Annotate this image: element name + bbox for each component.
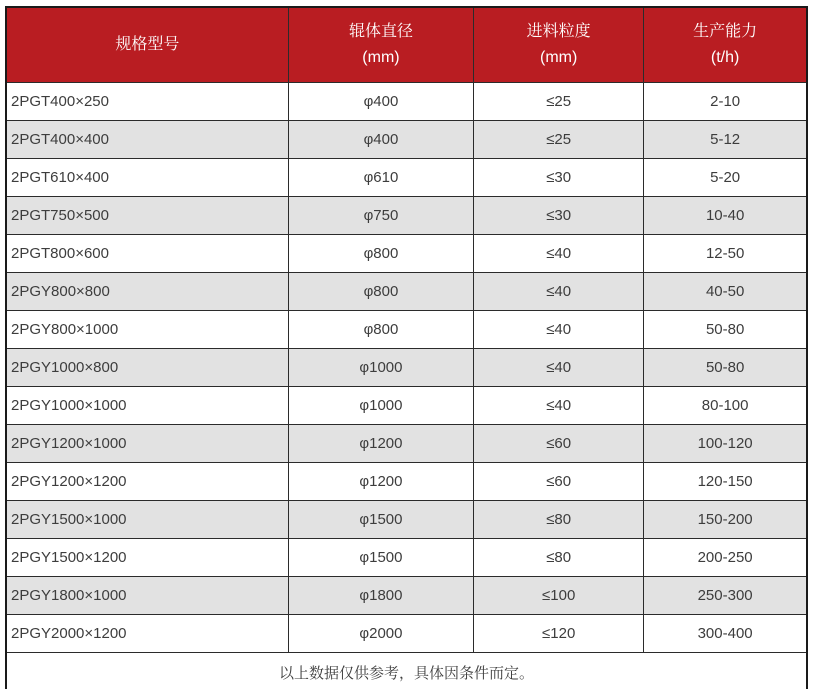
diameter-cell: φ1000 [288, 349, 473, 387]
feed-size-cell: ≤30 [474, 197, 644, 235]
capacity-cell: 50-80 [644, 311, 807, 349]
diameter-cell: φ800 [288, 311, 473, 349]
table-row [6, 463, 807, 501]
table-row [6, 577, 807, 615]
table-row [6, 83, 807, 121]
header-capacity [644, 7, 807, 83]
capacity-cell: 300-400 [644, 615, 807, 653]
table-footer [6, 653, 807, 689]
feed-size-cell: ≤60 [474, 425, 644, 463]
header-capacity-label: 生产能力 [693, 23, 758, 40]
feed-size-cell: ≤100 [474, 577, 644, 615]
model-cell: 2PGY1500×1200 [6, 539, 288, 577]
table-row [6, 197, 807, 235]
feed-size-cell: ≤40 [474, 235, 644, 273]
diameter-cell: φ1200 [288, 463, 473, 501]
table-row [6, 235, 807, 273]
diameter-cell: φ750 [288, 197, 473, 235]
spec-table [5, 6, 808, 689]
feed-size-cell: ≤30 [474, 159, 644, 197]
footnote-row [6, 653, 807, 689]
diameter-cell: φ1500 [288, 501, 473, 539]
feed-size-cell: ≤40 [474, 311, 644, 349]
model-cell: 2PGT400×250 [6, 83, 288, 121]
diameter-cell: φ800 [288, 273, 473, 311]
footnote-text: 以上数据仅供参考，具体因条件而定。 [6, 653, 807, 689]
header-model-label: 规格型号 [115, 36, 180, 53]
table-row [6, 159, 807, 197]
table-header [6, 7, 807, 83]
header-feed-size [474, 7, 644, 83]
model-cell: 2PGY1200×1000 [6, 425, 288, 463]
model-cell: 2PGY1200×1200 [6, 463, 288, 501]
model-cell: 2PGY1000×1000 [6, 387, 288, 425]
model-cell: 2PGY1500×1000 [6, 501, 288, 539]
diameter-cell: φ800 [288, 235, 473, 273]
feed-size-cell: ≤80 [474, 501, 644, 539]
model-cell: 2PGY800×1000 [6, 311, 288, 349]
capacity-cell: 5-12 [644, 121, 807, 159]
diameter-cell: φ1000 [288, 387, 473, 425]
diameter-cell: φ610 [288, 159, 473, 197]
header-roller-diameter [288, 7, 473, 83]
capacity-cell: 10-40 [644, 197, 807, 235]
table-row [6, 539, 807, 577]
header-model [6, 7, 288, 83]
header-feed-size-label: 进料粒度 [526, 23, 591, 40]
capacity-cell: 150-200 [644, 501, 807, 539]
table-row [6, 349, 807, 387]
feed-size-cell: ≤60 [474, 463, 644, 501]
capacity-cell: 200-250 [644, 539, 807, 577]
capacity-cell: 12-50 [644, 235, 807, 273]
capacity-cell: 250-300 [644, 577, 807, 615]
header-feed-size-unit: (mm) [540, 49, 578, 66]
feed-size-cell: ≤25 [474, 83, 644, 121]
capacity-cell: 120-150 [644, 463, 807, 501]
table-row [6, 387, 807, 425]
diameter-cell: φ400 [288, 121, 473, 159]
header-roller-diameter-label: 辊体直径 [348, 23, 413, 40]
header-roller-diameter-unit: (mm) [362, 49, 400, 66]
table-body [6, 83, 807, 653]
feed-size-cell: ≤40 [474, 387, 644, 425]
capacity-cell: 2-10 [644, 83, 807, 121]
header-row [6, 7, 807, 83]
diameter-cell: φ2000 [288, 615, 473, 653]
model-cell: 2PGY2000×1200 [6, 615, 288, 653]
model-cell: 2PGT610×400 [6, 159, 288, 197]
capacity-cell: 5-20 [644, 159, 807, 197]
header-capacity-unit: (t/h) [710, 49, 740, 66]
capacity-cell: 100-120 [644, 425, 807, 463]
feed-size-cell: ≤25 [474, 121, 644, 159]
feed-size-cell: ≤80 [474, 539, 644, 577]
feed-size-cell: ≤40 [474, 273, 644, 311]
diameter-cell: φ1800 [288, 577, 473, 615]
table-row [6, 425, 807, 463]
table-row [6, 273, 807, 311]
model-cell: 2PGT400×400 [6, 121, 288, 159]
model-cell: 2PGY1000×800 [6, 349, 288, 387]
model-cell: 2PGY800×800 [6, 273, 288, 311]
diameter-cell: φ400 [288, 83, 473, 121]
table-row [6, 311, 807, 349]
feed-size-cell: ≤40 [474, 349, 644, 387]
feed-size-cell: ≤120 [474, 615, 644, 653]
capacity-cell: 80-100 [644, 387, 807, 425]
diameter-cell: φ1500 [288, 539, 473, 577]
capacity-cell: 40-50 [644, 273, 807, 311]
diameter-cell: φ1200 [288, 425, 473, 463]
model-cell: 2PGT750×500 [6, 197, 288, 235]
capacity-cell: 50-80 [644, 349, 807, 387]
table-row [6, 121, 807, 159]
model-cell: 2PGY1800×1000 [6, 577, 288, 615]
model-cell: 2PGT800×600 [6, 235, 288, 273]
table-row [6, 501, 807, 539]
table-row [6, 615, 807, 653]
